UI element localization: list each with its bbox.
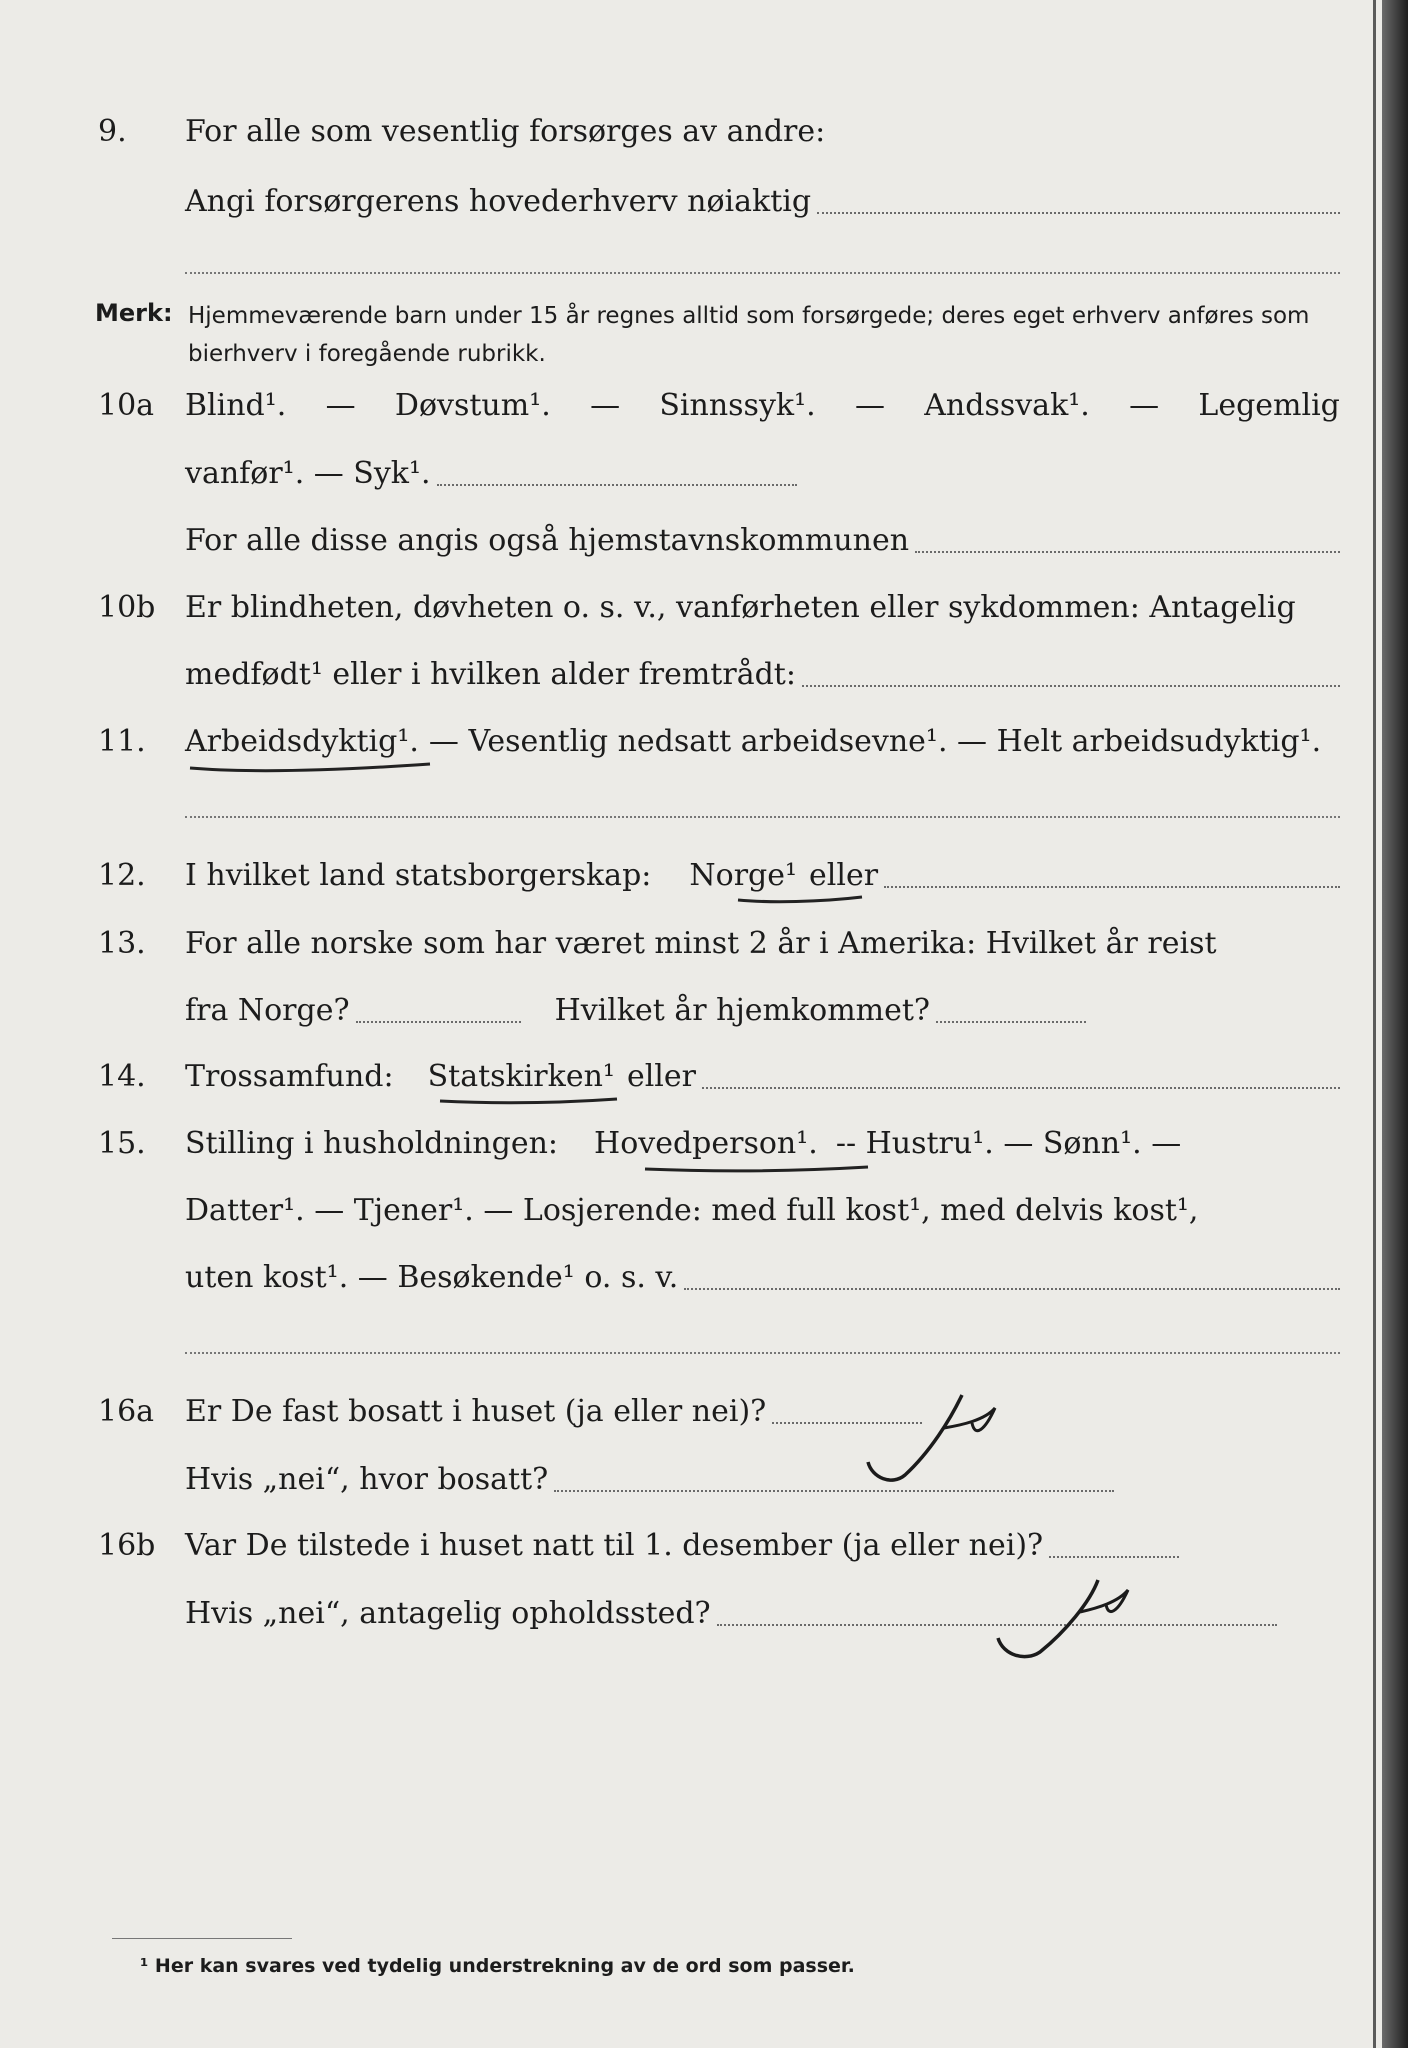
options-arbeidsevne[interactable]: — Vesentlig nedsatt arbeidsevne¹. — Helt arbeidsudyktig¹.: [428, 724, 1322, 759]
option-statskirken[interactable]: Statskirken¹: [427, 1059, 615, 1094]
dash: —: [854, 388, 885, 423]
question-16a-line2: [0, 1456, 1382, 1504]
question-9-answer-row: [0, 178, 1382, 226]
options-family[interactable]: -- Hustru¹. — Sønn¹. —: [835, 1126, 1182, 1161]
option-andssvak[interactable]: Andssvak¹.: [924, 388, 1090, 423]
page-border-line: [1373, 0, 1376, 2048]
label-hjemkommet: Hvilket år hjemkommet?: [554, 993, 931, 1028]
option-vanfor-syk[interactable]: vanfør¹. — Syk¹.: [185, 456, 431, 491]
question-16a-prompt: Er De fast bosatt i huset (ja eller nei)?: [185, 1394, 767, 1429]
question-11-row: [0, 718, 1382, 766]
answer-line[interactable]: [437, 484, 797, 486]
dash: —: [325, 388, 356, 423]
question-10a-prompt: For alle disse angis også hjemstavnskommunen: [185, 523, 910, 558]
question-number: 10b: [98, 590, 156, 625]
scan-edge: [1382, 0, 1408, 2048]
question-14-prompt: Trossamfund:: [185, 1059, 394, 1094]
question-10a-row: [0, 382, 1382, 430]
option-norge[interactable]: Norge¹: [689, 858, 798, 893]
answer-line[interactable]: [717, 1624, 1277, 1626]
option-hovedperson[interactable]: Hovedperson¹.: [594, 1126, 818, 1161]
answer-line[interactable]: [1049, 1556, 1179, 1558]
note-label: Merk:: [95, 299, 173, 327]
question-number: 10a: [98, 388, 155, 423]
question-10b-line2: [0, 651, 1382, 699]
answer-line[interactable]: [915, 551, 1340, 553]
dash: —: [590, 388, 621, 423]
options-kost[interactable]: uten kost¹. — Besøkende¹ o. s. v.: [185, 1260, 679, 1295]
answer-line[interactable]: [884, 886, 1340, 888]
question-number: 9.: [98, 114, 127, 149]
answer-line[interactable]: [185, 272, 1340, 274]
option-blind[interactable]: Blind¹.: [185, 388, 287, 423]
options-household[interactable]: Datter¹. — Tjener¹. — Losjerende: med full kost¹, med delvis kost¹,: [185, 1193, 1199, 1228]
answer-line[interactable]: [936, 1021, 1086, 1023]
question-number: 11.: [98, 724, 146, 759]
question-10b-row: [0, 584, 1382, 632]
question-10b-prompt: Er blindheten, døvheten o. s. v., vanførheten eller sykdommen: Antagelig: [185, 590, 1296, 625]
question-16a-label: Hvis „nei“, hvor bosatt?: [185, 1462, 549, 1497]
question-13-prompt: For alle norske som har været minst 2 år i Amerika: Hvilket år reist: [185, 926, 1217, 961]
question-13-line2: [0, 987, 1382, 1035]
answer-line[interactable]: [554, 1490, 1114, 1492]
question-9-row: [0, 108, 1382, 156]
question-10b-label: medfødt¹ eller i hvilken alder fremtrådt:: [185, 657, 796, 692]
label-fra-norge: fra Norge?: [185, 993, 350, 1028]
question-12-row: [0, 852, 1382, 900]
answer-line[interactable]: [185, 1352, 1340, 1354]
footnote-rule: [112, 1938, 292, 1939]
question-number: 13.: [98, 926, 146, 961]
label-eller: eller: [626, 1059, 696, 1094]
dash: —: [1129, 388, 1160, 423]
question-10a-line2: [0, 450, 1382, 498]
option-dovstum[interactable]: Døvstum¹.: [394, 388, 551, 423]
answer-line[interactable]: [684, 1288, 1340, 1290]
question-number: 16b: [98, 1528, 156, 1563]
answer-line[interactable]: [702, 1087, 1340, 1089]
option-arbeidsdyktig[interactable]: Arbeidsdyktig¹.: [185, 724, 419, 759]
question-15-line3: [0, 1254, 1382, 1302]
question-15-line2: [0, 1187, 1382, 1235]
question-15-prompt: Stilling i husholdningen:: [185, 1126, 559, 1161]
answer-line[interactable]: [772, 1422, 922, 1424]
label-eller: eller: [809, 858, 879, 893]
question-16b-line2: [0, 1590, 1382, 1638]
answer-line[interactable]: [185, 816, 1340, 818]
question-9-prompt: For alle som vesentlig forsørges av andre:: [185, 114, 826, 149]
question-16b-label: Hvis „nei“, antagelig opholdssted?: [185, 1596, 711, 1631]
question-number: 14.: [98, 1059, 146, 1094]
question-14-row: [0, 1053, 1382, 1101]
question-number: 12.: [98, 858, 146, 893]
question-16a-row: [0, 1388, 1382, 1436]
answer-line[interactable]: [356, 1021, 521, 1023]
question-9-label: Angi forsørgerens hovederhverv nøiaktig: [185, 184, 812, 219]
question-number: 16a: [98, 1394, 155, 1429]
question-16b-row: [0, 1522, 1382, 1570]
answer-line[interactable]: [802, 685, 1340, 687]
question-number: 15.: [98, 1126, 146, 1161]
question-10a-line3: [0, 517, 1382, 565]
question-13-row: [0, 920, 1382, 968]
answer-line[interactable]: [817, 212, 1340, 214]
option-legemlig[interactable]: Legemlig: [1198, 388, 1340, 423]
note-text: Hjemmeværende barn under 15 år regnes alltid som forsørgede; deres eget erhverv anføres som bierhverv i foregående rubrikk.: [188, 303, 1310, 367]
footnote: ¹ Her kan svares ved tydelig understrekning av de ord som passer.: [140, 1955, 855, 1977]
question-15-row: [0, 1120, 1382, 1168]
option-sinnssyk[interactable]: Sinnssyk¹.: [659, 388, 816, 423]
question-12-prompt: I hvilket land statsborgerskap:: [185, 858, 652, 893]
question-16b-prompt: Var De tilstede i huset natt til 1. desember (ja eller nei)?: [185, 1528, 1044, 1563]
